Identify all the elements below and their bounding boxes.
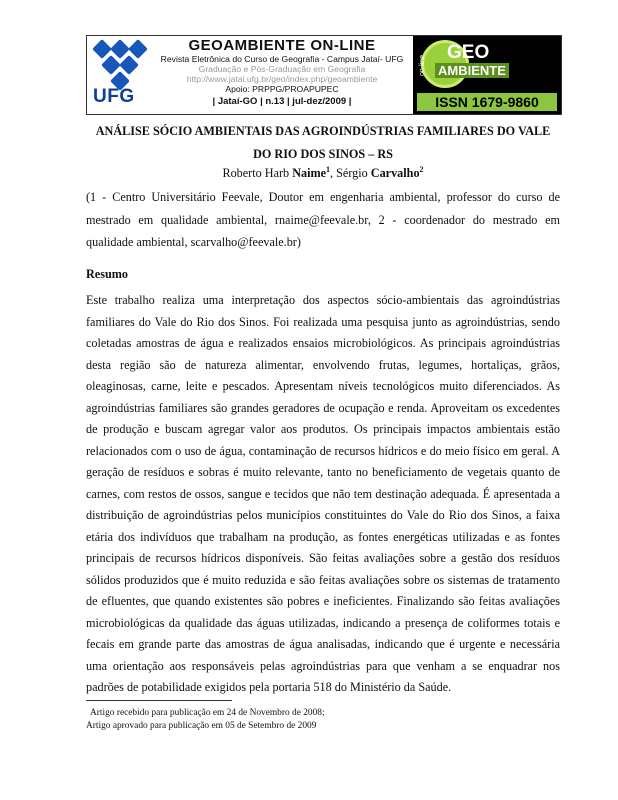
author-separator: , Sérgio [330, 166, 371, 181]
geoambiente-logo [413, 36, 561, 114]
author2-sup: 2 [419, 165, 424, 174]
issn-badge: ISSN 1679-9860 [417, 93, 557, 111]
footnote-approved: Artigo aprovado para publicação em 05 de Setembro de 2009 [86, 720, 317, 731]
ufg-logo [89, 38, 151, 110]
abstract-heading: Resumo [86, 267, 128, 281]
footnote-received: Artigo recebido para publicação em 24 de Novembro de 2008; [90, 708, 325, 718]
article-title: ANÁLISE SÓCIO AMBIENTAIS DAS AGROINDÚSTRIAS FAMILIARES DO VALE DO RIO DOS SINOS – RS [95, 124, 551, 161]
author1-sup: 1 [326, 165, 331, 174]
footnote-divider [86, 700, 232, 701]
journal-support: Apoio: PRPPG/PROAPUPEC [225, 84, 339, 94]
ambiente-word: AMBIENTE [435, 63, 509, 78]
abstract-body: Este trabalho realiza uma interpretação dos aspectos sócio-ambientais das agroindústrias familiares do Vale do Rio dos Sinos. Foi realizada uma pesquisa junto as agroindústrias, sendo coletadas amostras de água e realizados ensaios microbiológicos. As principais agroindústrias desta região são de natureza alimentar, envolvendo frutas, legumes, hortaliças, grãos, oleaginosas, carne, leite e pescados. Apresentam níveis tecnológicos muito diferenciados. As agroindústrias familiares são grandes geradores de ocupação e renda. Aproveitam os excedentes de produção e buscam agregar valor aos produtos. Os principais impactos ambientais estão relacionados com o uso de água, contaminação de recursos hídricos e do meio físico em geral. A geração de resíduos e sobras é muito relevante, tanto no beneficiamento de vegetais quanto de carnes, com restos de ossos, sangue e tecidos que não tem destinação adequada. É apresentada a distribuição de agroindústrias pelos municípios constituintes do Vale do Rio dos Sinos, a faixa etária dos indivíduos que trabalham na produção, as fontes energéticas utilizadas e as fontes principais de recursos hídricos disponíveis. São feitas avaliações sobre a gestão dos resíduos sólidos produzidos que é muito reduzida e são feitas avaliações sobre os sistemas de tratamento de efluentes, que quando existentes são pobres e ineficientes. Finalizando são feitas avaliações microbiológicas da qualidade das águas utilizadas, indicando a presença de coliformes totais e fecais em grande parte das amostras de água analisadas, indicando que é urgente e necessária uma orientação aos responsáveis pelas agroindústrias para que venham a se enquadrar nos padrões de potabilidade exigidos pela portaria 518 do Ministério da Saúde. [86, 293, 560, 694]
journal-name: GEOAMBIENTE ON-LINE [188, 37, 376, 54]
author-line [86, 165, 560, 181]
journal-line-2: Graduação e Pós-Graduação em Geografia [198, 64, 366, 74]
footnotes [86, 707, 325, 732]
journal-issue: | Jataí-GO | n.13 | jul-dez/2009 | [212, 96, 352, 107]
geo-online-text: on-line [419, 54, 426, 76]
author1-first: Roberto Harb [222, 166, 293, 181]
author2-last: Carvalho [370, 166, 420, 181]
affiliation: (1 - Centro Universitário Feevale, Doutor em engenharia ambiental, professor do curso de mestrado em qualidade ambiental, rnaime@feevale.br, 2 - coordenador do mestrado em qualidade ambiental, scarvalho@feevale.br) [86, 190, 560, 249]
journal-url[interactable]: http://www.jatai.ufg.br/geo/index.php/geoambiente [186, 74, 378, 84]
journal-info [153, 36, 411, 107]
journal-line-1: Revista Eletrônica do Curso de Geografia - Campus Jataí- UFG [160, 54, 404, 64]
journal-header [86, 35, 562, 115]
geo-word: GEO [447, 42, 490, 63]
ufg-logo-text: UFG [93, 86, 135, 107]
author1-last: Naime [292, 166, 327, 181]
